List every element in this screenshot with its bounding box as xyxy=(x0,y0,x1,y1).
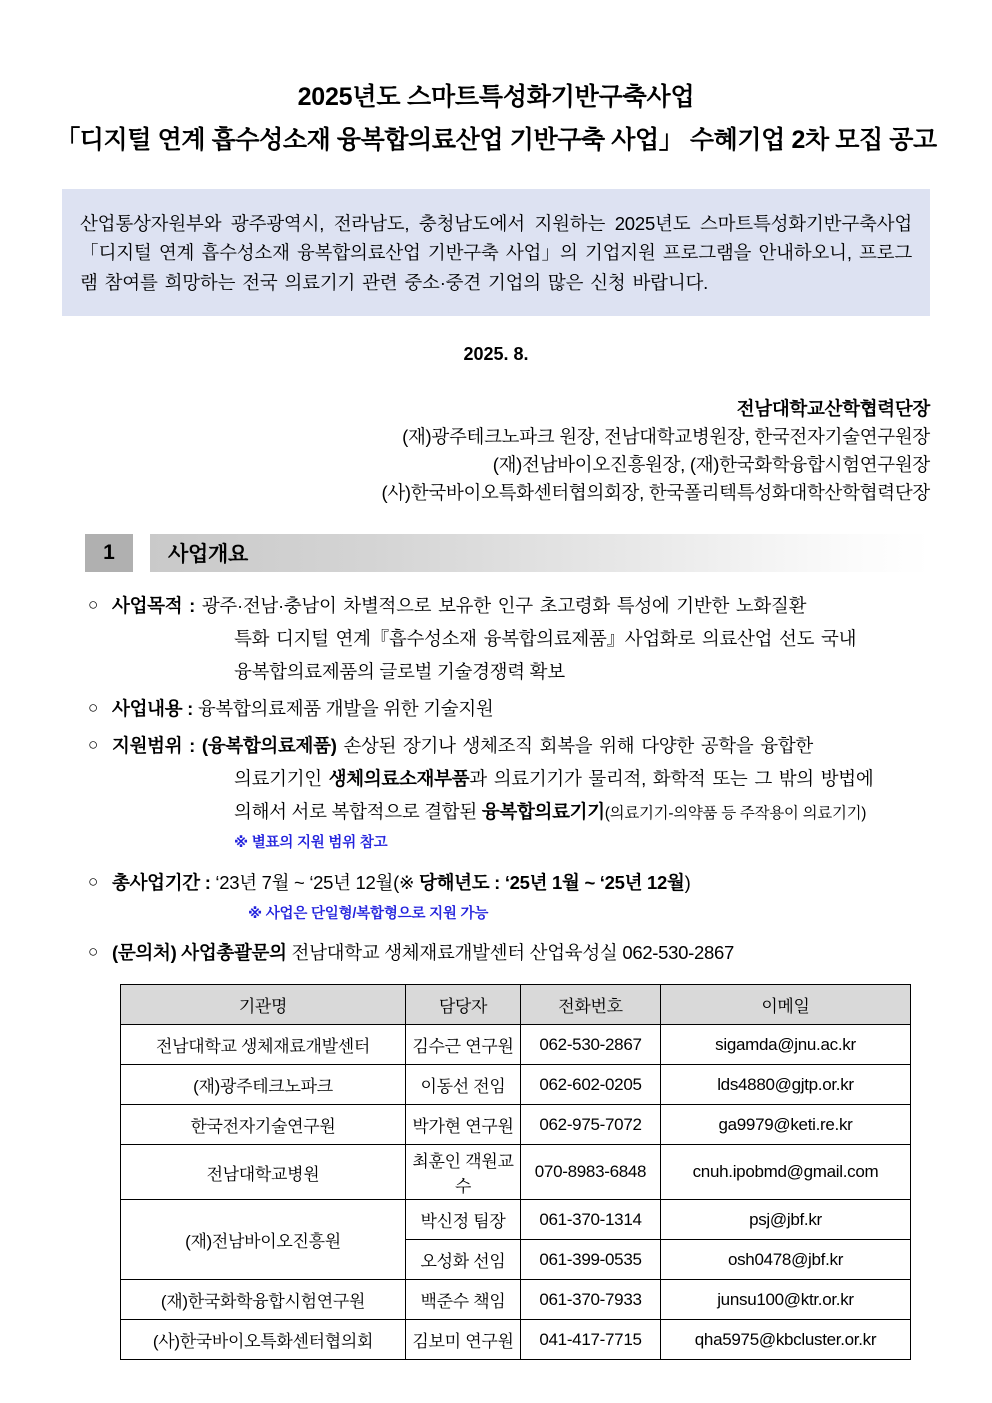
contact-table xyxy=(120,984,911,1360)
table-header-phone: 전화번호 xyxy=(521,985,661,1025)
bullet-marker: ○ xyxy=(88,595,98,615)
table-cell-person: 김보미 연구원 xyxy=(406,1320,521,1360)
item-period-body xyxy=(112,867,944,928)
signature-line: (재)광주테크노파크 원장, 전남대학교병원장, 한국전자기술연구원장 xyxy=(402,426,930,448)
item-scope-label: 지원범위 : xyxy=(112,735,195,757)
item-content-label: 사업내용 : xyxy=(112,698,193,720)
page-title xyxy=(0,0,992,157)
item-scope-text-2b: 과 의료기기가 물리적, 화학적 또는 그 밖의 방법에 xyxy=(469,768,874,790)
item-purpose-text-2: 특화 디지털 연계『흡수성소재 융복합의료제품』사업화로 의료산업 선도 국내 xyxy=(234,628,857,650)
table-cell-email: osh0478@jbf.kr xyxy=(661,1240,911,1280)
table-cell-email: sigamda@jnu.ac.kr xyxy=(661,1025,911,1065)
table-cell-phone: 061-399-0535 xyxy=(521,1240,661,1280)
item-scope-text-2a: 의료기기인 xyxy=(234,768,329,790)
table-header-org: 기관명 xyxy=(121,985,406,1025)
item-purpose-body xyxy=(112,590,944,689)
table-cell-org: 전남대학교 생체재료개발센터 xyxy=(121,1025,406,1065)
bullet-marker: ○ xyxy=(88,735,98,755)
table-cell-person: 박가현 연구원 xyxy=(406,1105,521,1145)
table-cell-phone: 061-370-7933 xyxy=(521,1280,661,1320)
table-cell-person: 오성화 선임 xyxy=(406,1240,521,1280)
table-cell-phone: 062-975-7072 xyxy=(521,1105,661,1145)
item-purpose xyxy=(88,590,944,689)
item-purpose-label: 사업목적 : xyxy=(112,595,195,617)
table-cell-org: (재)한국화학융합시험연구원 xyxy=(121,1280,406,1320)
table-cell-phone: 070-8983-6848 xyxy=(521,1145,661,1200)
item-purpose-text-1: 광주·전남·충남이 차별적으로 보유한 인구 초고령화 특성에 기반한 노화질환 xyxy=(201,595,807,617)
item-content-body xyxy=(112,693,944,726)
item-scope-text-1: 손상된 장기나 생체조직 회복을 위해 다양한 공학을 융합한 xyxy=(343,735,814,757)
contact-table-wrapper xyxy=(0,984,992,1360)
table-cell-org: 전남대학교병원 xyxy=(121,1145,406,1200)
item-inquiry xyxy=(88,937,944,970)
section-title-bar: 사업개요 xyxy=(150,534,930,572)
item-period-text-bold: 당해년도 : ‘25년 1월 ~ ‘25년 12월 xyxy=(419,871,685,893)
item-inquiry-body xyxy=(112,937,944,970)
table-row xyxy=(121,1145,911,1200)
table-cell-email: qha5975@kbcluster.or.kr xyxy=(661,1320,911,1360)
table-cell-email: junsu100@ktr.or.kr xyxy=(661,1280,911,1320)
contact-table-body xyxy=(121,1025,911,1360)
table-header-row xyxy=(121,985,911,1025)
section-body xyxy=(0,590,992,970)
item-scope-text-3a: 의해서 서로 복합적으로 결합된 xyxy=(234,800,482,822)
item-scope xyxy=(88,730,944,857)
bullet-marker: ○ xyxy=(88,942,98,962)
signature-block xyxy=(0,395,992,506)
table-header-person: 담당자 xyxy=(406,985,521,1025)
table-cell-phone: 062-530-2867 xyxy=(521,1025,661,1065)
item-period-text-a: ‘23년 7월 ~ ‘25년 12월(※ xyxy=(210,871,419,893)
table-cell-person: 최훈인 객원교수 xyxy=(406,1145,521,1200)
table-cell-email: lds4880@gjtp.or.kr xyxy=(661,1065,911,1105)
table-cell-phone: 062-602-0205 xyxy=(521,1065,661,1105)
table-cell-email: cnuh.ipobmd@gmail.com xyxy=(661,1145,911,1200)
table-cell-phone: 061-370-1314 xyxy=(521,1200,661,1240)
table-cell-email: psj@jbf.kr xyxy=(661,1200,911,1240)
title-line-1: 2025년도 스마트특성화기반구축사업 xyxy=(297,83,695,111)
item-content xyxy=(88,693,944,726)
intro-paragraph: 산업통상자원부와 광주광역시, 전라남도, 충청남도에서 지원하는 2025년도 스마트특성화기반구축사업「디지털 연계 흡수성소재 융복합의료산업 기반구축 사업」의 기업지원 프로그램을 안내하오니, 프로그램 참여를 희망하는 전국 의료기기 관련 중소·중견 기업의 많은 신청 바랍니다. xyxy=(80,212,912,294)
table-cell-org: 한국전자기술연구원 xyxy=(121,1105,406,1145)
item-scope-body xyxy=(112,730,944,857)
table-row xyxy=(121,1200,911,1240)
item-period-note: ※ 사업은 단일형/복합형으로 지원 가능 xyxy=(248,905,489,922)
signature-line: (사)한국바이오특화센터협의회장, 한국폴리텍특성화대학산학협력단장 xyxy=(381,481,930,503)
item-scope-text-2-bold: 생체의료소재부품 xyxy=(328,768,470,790)
table-cell-person: 박신정 팀장 xyxy=(406,1200,521,1240)
table-cell-org: (사)한국바이오특화센터협의회 xyxy=(121,1320,406,1360)
item-content-text: 융복합의료제품 개발을 위한 기술지원 xyxy=(197,698,494,720)
item-inquiry-label: (문의처) 사업총괄문의 xyxy=(112,942,287,964)
bullet-marker: ○ xyxy=(88,698,98,718)
table-row xyxy=(121,1065,911,1105)
title-line-2: 「디지털 연계 흡수성소재 융복합의료산업 기반구축 사업」 수혜기업 2차 모집 공고 xyxy=(55,126,937,155)
table-row xyxy=(121,1280,911,1320)
table-cell-org: (재)전남바이오진흥원 xyxy=(121,1200,406,1280)
table-cell-person: 이동선 전임 xyxy=(406,1065,521,1105)
table-header-email: 이메일 xyxy=(661,985,911,1025)
table-row xyxy=(121,1105,911,1145)
section-number-badge: 1 xyxy=(85,534,133,572)
item-scope-note: ※ 별표의 지원 범위 참고 xyxy=(234,834,388,851)
item-period-label: 총사업기간 : xyxy=(112,871,211,893)
section-header xyxy=(85,534,930,572)
item-purpose-text-3: 융복합의료제품의 글로벌 기술경쟁력 확보 xyxy=(234,661,565,683)
announcement-date: 2025. 8. xyxy=(463,344,529,365)
table-row xyxy=(121,1025,911,1065)
signature-line: (재)전남바이오진흥원장, (재)한국화학융합시험연구원장 xyxy=(492,453,930,475)
item-period-text-b: ) xyxy=(684,871,691,893)
table-cell-phone: 041-417-7715 xyxy=(521,1320,661,1360)
intro-callout-box xyxy=(62,189,930,317)
item-scope-text-3-bold: 융복합의료기기 xyxy=(481,800,605,822)
signature-primary: 전남대학교산학협력단장 xyxy=(736,398,930,420)
item-scope-text-3-paren: (의료기기-의약품 등 주작용이 의료기기) xyxy=(604,804,867,822)
item-scope-bold-lead: (융복합의료제품) xyxy=(201,735,337,757)
table-cell-org: (재)광주테크노파크 xyxy=(121,1065,406,1105)
table-cell-email: ga9979@keti.re.kr xyxy=(661,1105,911,1145)
table-row xyxy=(121,1320,911,1360)
item-inquiry-text: 전남대학교 생체재료개발센터 산업육성실 062-530-2867 xyxy=(286,942,734,964)
table-cell-person: 김수근 연구원 xyxy=(406,1025,521,1065)
section-gap xyxy=(133,534,150,572)
bullet-marker: ○ xyxy=(88,871,98,891)
table-cell-person: 백준수 책임 xyxy=(406,1280,521,1320)
item-period xyxy=(88,867,944,928)
